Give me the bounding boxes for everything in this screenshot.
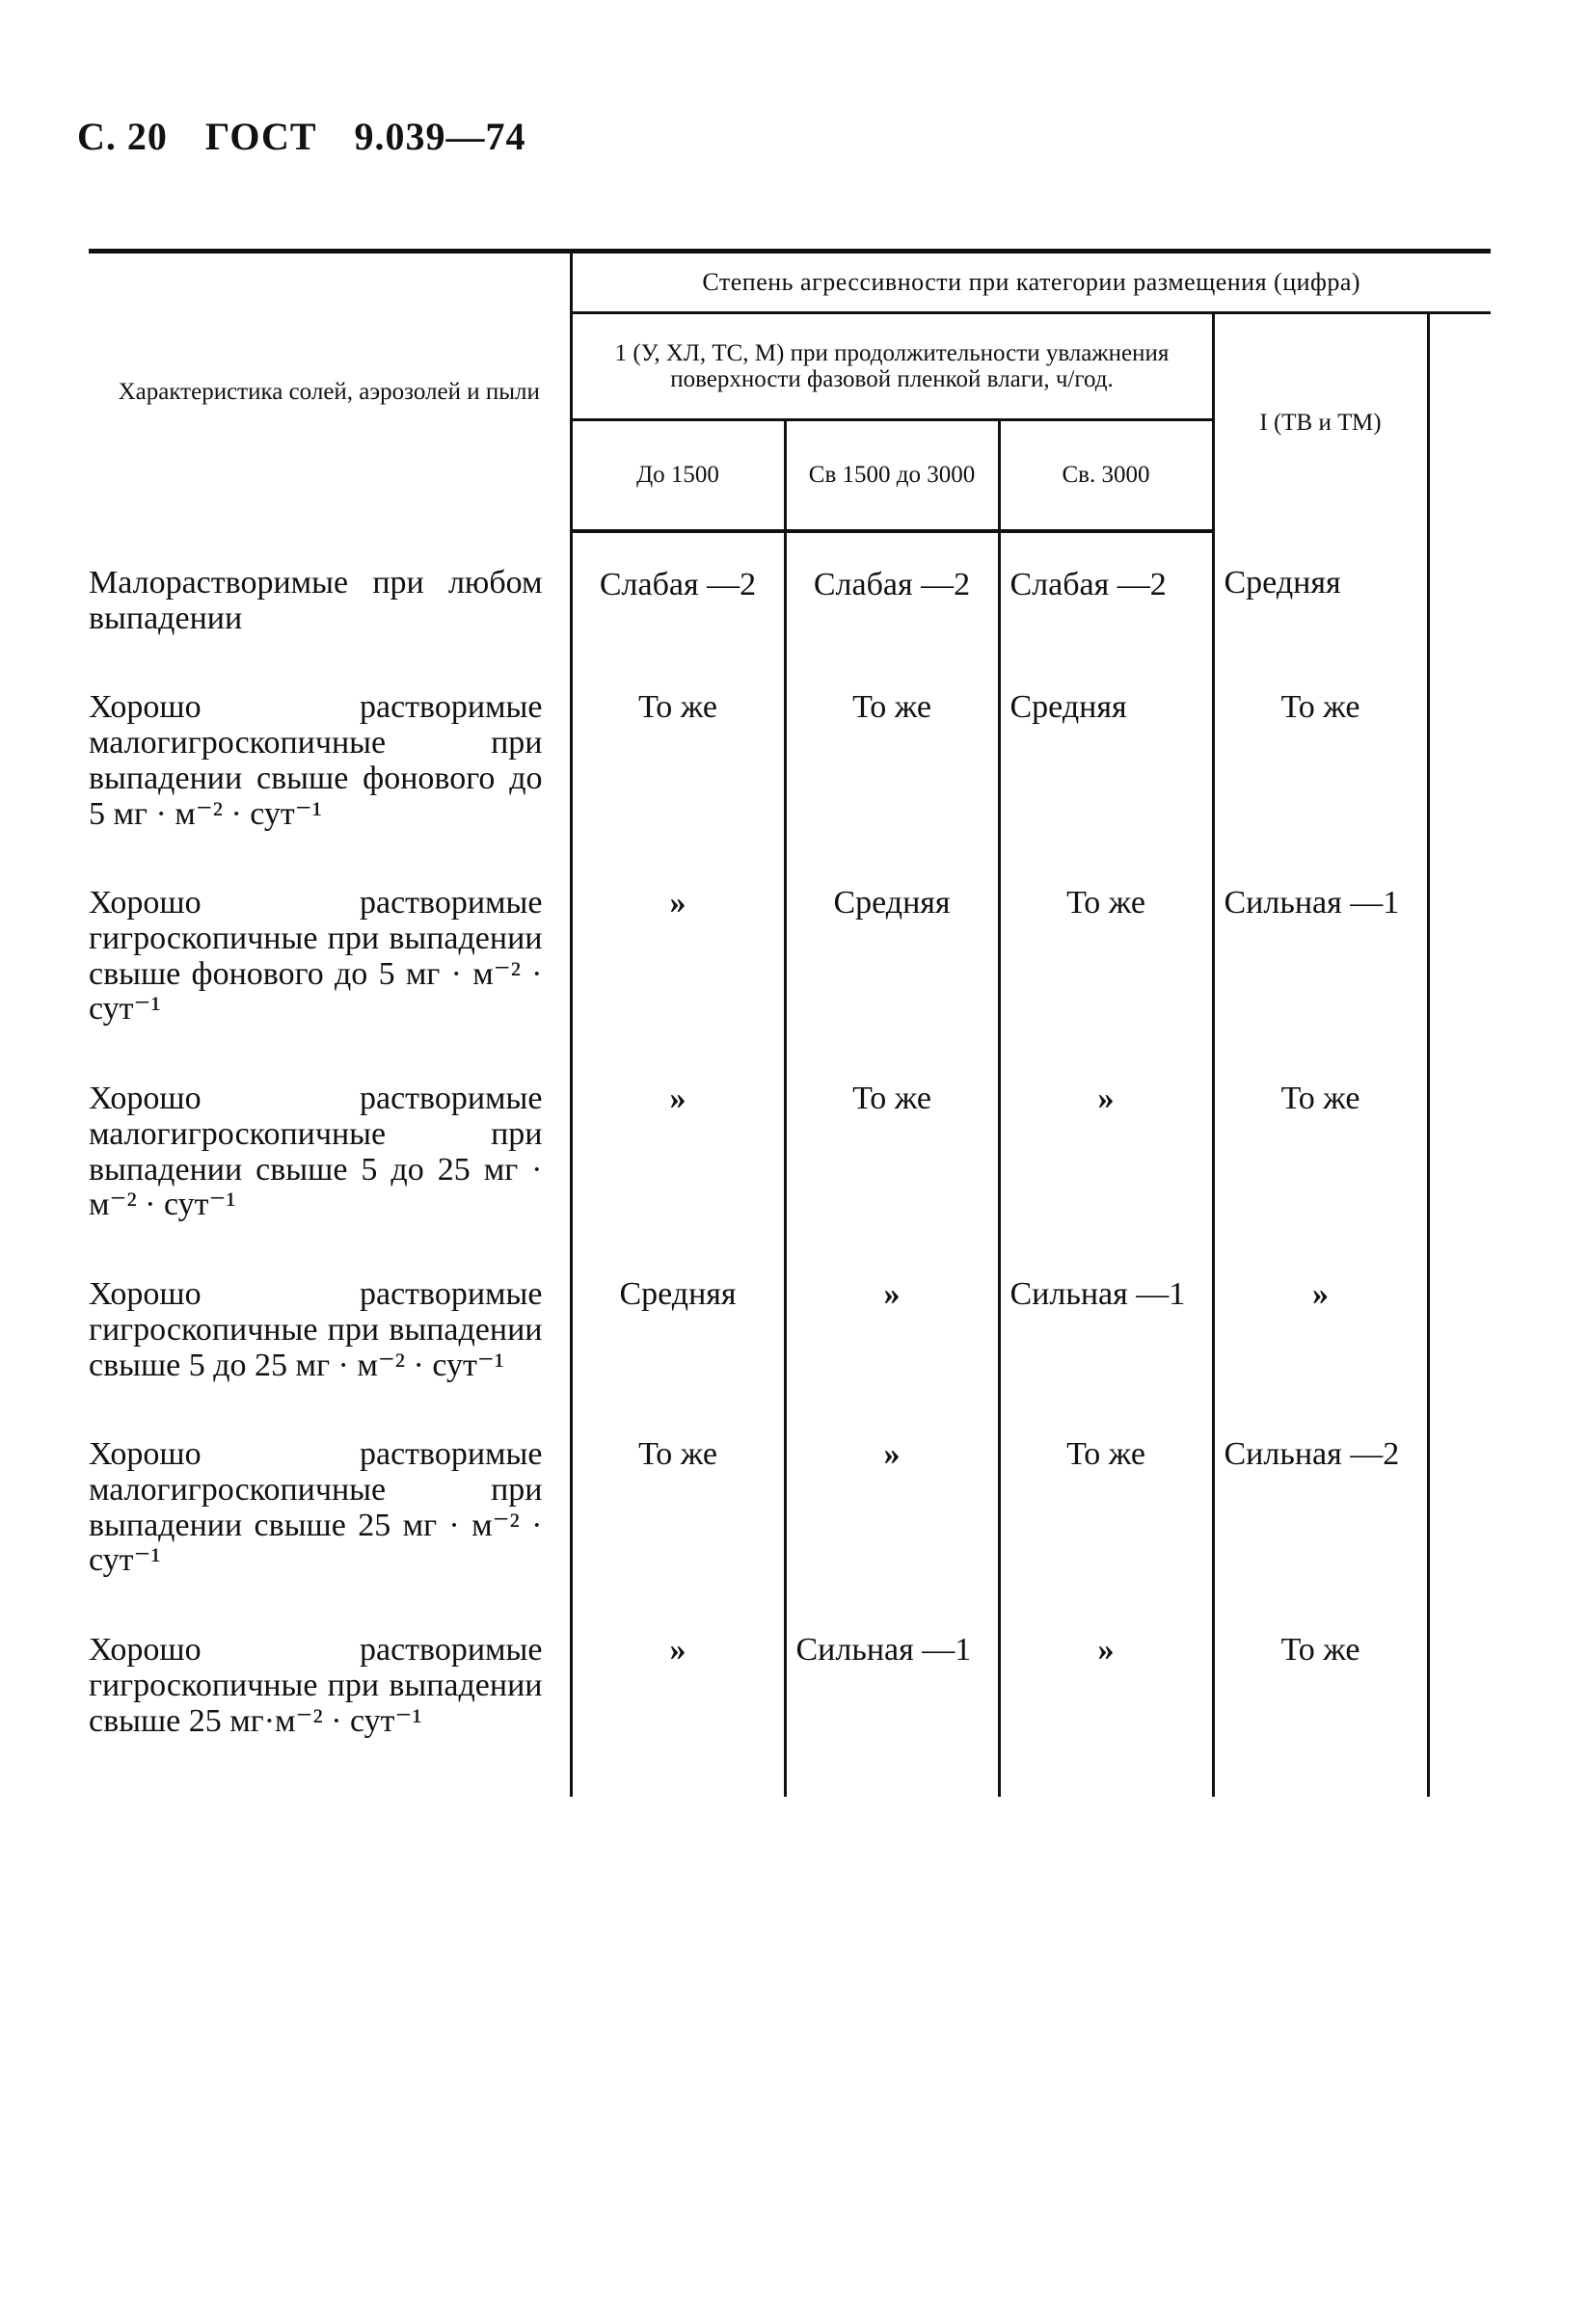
cell-val: Средняя — [1213, 531, 1428, 655]
aggressiveness-table — [89, 249, 1491, 1797]
cell-blank — [1428, 1598, 1491, 1797]
row-desc: Хорошо растворимые гигроскопичные при выпадении свыше 25 мг·м⁻² · сут⁻¹ — [89, 1632, 543, 1739]
cell-val: Сильная —1 — [785, 1598, 999, 1797]
row-desc: Хорошо растворимые гигроскопичные при выпадении свыше 5 до 25 мг · м⁻² · сут⁻¹ — [89, 1276, 543, 1383]
table-row — [89, 1242, 1491, 1402]
doc-number: 9.039—74 — [354, 115, 526, 158]
table-row — [89, 655, 1491, 851]
cell-blank — [1428, 1047, 1491, 1242]
cell-val: » — [785, 1242, 999, 1402]
cell-val: То же — [1213, 1598, 1428, 1797]
header-col-3: Св. 3000 — [999, 420, 1213, 532]
table-row — [89, 1047, 1491, 1242]
cell-val: Средняя — [999, 655, 1213, 851]
cell-val: То же — [1213, 655, 1428, 851]
cell-val: » — [1213, 1242, 1428, 1402]
header-blank — [1428, 313, 1491, 532]
cell-blank — [1428, 851, 1491, 1047]
header-col-1: До 1500 — [571, 420, 785, 532]
table-row — [89, 851, 1491, 1047]
cell-val: Слабая —2 — [785, 531, 999, 655]
cell-val: Слабая —2 — [999, 531, 1213, 655]
table-row — [89, 1402, 1491, 1598]
cell-val: » — [571, 851, 785, 1047]
header-group: Степень агрессивности при категории размещения (цифра) — [571, 252, 1491, 313]
cell-blank — [1428, 1402, 1491, 1598]
header-characteristic: Характеристика солей, аэрозолей и пыли — [89, 252, 571, 532]
cell-val: То же — [785, 1047, 999, 1242]
cell-val: » — [999, 1047, 1213, 1242]
header-right: I (ТВ и ТМ) — [1213, 313, 1428, 532]
row-desc: Хорошо растворимые малогигроскопичные при выпадении свыше 25 мг · м⁻² · сут⁻¹ — [89, 1436, 543, 1579]
cell-val: Средняя — [785, 851, 999, 1047]
cell-val: То же — [785, 655, 999, 851]
cell-val: » — [571, 1047, 785, 1242]
row-desc: Малорастворимые при любом выпадении — [89, 565, 543, 636]
row-desc: Хорошо растворимые гигроскопичные при выпадении свыше фонового до 5 мг · м⁻² · сут⁻¹ — [89, 885, 543, 1028]
cell-val: » — [999, 1598, 1213, 1797]
cell-blank — [1428, 1242, 1491, 1402]
cell-val: То же — [1213, 1047, 1428, 1242]
cell-val: То же — [999, 1402, 1213, 1598]
row-desc: Хорошо растворимые малогигроскопичные при выпадении свыше 5 до 25 мг · м⁻² · сут⁻¹ — [89, 1081, 543, 1223]
table-row — [89, 1598, 1491, 1797]
cell-val: Слабая —2 — [571, 531, 785, 655]
cell-val: Средняя — [571, 1242, 785, 1402]
cell-val: Сильная —1 — [1213, 851, 1428, 1047]
cell-val: » — [785, 1402, 999, 1598]
cell-val: То же — [571, 1402, 785, 1598]
cell-val: Сильная —2 — [1213, 1402, 1428, 1598]
cell-blank — [1428, 655, 1491, 851]
header-col-2: Св 1500 до 3000 — [785, 420, 999, 532]
row-desc: Хорошо растворимые малогигроскопичные при выпадении свыше фонового до 5 мг · м⁻² · сут⁻¹ — [89, 689, 543, 832]
doc-type: ГОСТ — [204, 115, 317, 158]
cell-val: То же — [571, 655, 785, 851]
cell-blank — [1428, 531, 1491, 655]
aggressiveness-table-wrap — [89, 249, 1491, 1797]
page-header — [77, 114, 553, 159]
page-number: С. 20 — [77, 115, 168, 158]
cell-val: » — [571, 1598, 785, 1797]
header-sub: 1 (У, ХЛ, ТС, М) при продолжительности увлажнения поверхности фазовой пленкой влаги, ч/год. — [571, 313, 1213, 420]
cell-val: То же — [999, 851, 1213, 1047]
table-row — [89, 531, 1491, 655]
cell-val: Сильная —1 — [999, 1242, 1213, 1402]
